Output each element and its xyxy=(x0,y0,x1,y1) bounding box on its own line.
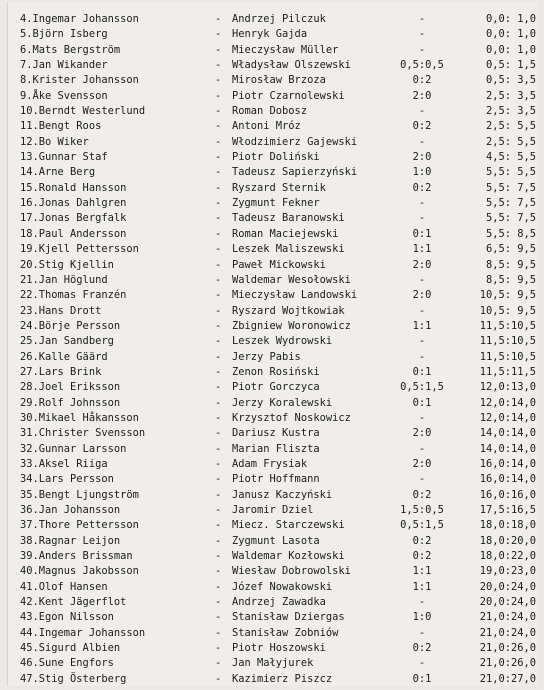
match-score: 1,5:0,5 xyxy=(400,504,444,516)
match-score: 1:1 xyxy=(412,319,432,332)
home-player: 26.Kalle Gäärd xyxy=(20,350,108,363)
table-row xyxy=(8,165,538,180)
separator-dash: - xyxy=(215,411,222,424)
match-score: 0:2 xyxy=(412,488,432,501)
separator-dash: - xyxy=(215,381,222,394)
away-player: Piotr Hoffmann xyxy=(232,473,320,486)
separator-dash: - xyxy=(215,289,222,302)
home-player: 28.Joel Eriksson xyxy=(20,381,121,394)
away-player: Jan Małyjurek xyxy=(232,657,314,670)
home-player: 5.Björn Isberg xyxy=(20,28,108,41)
table-row xyxy=(8,319,538,334)
table-row xyxy=(8,135,538,150)
away-player: Zenon Rosiński xyxy=(232,365,320,378)
home-player: 29.Rolf Johnsson xyxy=(20,396,121,409)
home-player: 24.Börje Persson xyxy=(20,319,121,332)
table-row xyxy=(8,73,538,88)
home-player: 8.Krister Johansson xyxy=(20,74,139,87)
separator-dash: - xyxy=(215,166,222,179)
separator-dash: - xyxy=(215,504,222,516)
table-row xyxy=(8,534,538,549)
home-player: 39.Anders Brissman xyxy=(20,550,133,563)
separator-dash: - xyxy=(215,611,222,624)
running-total: 12,0:14,0 xyxy=(479,396,536,409)
home-player: 20.Stig Kjellin xyxy=(20,258,114,271)
running-total: 21,0:27,0 xyxy=(479,672,536,685)
separator-dash: - xyxy=(215,626,222,639)
away-player: Ryszard Wojtkowiak xyxy=(232,304,345,317)
running-total: 18,0:18,0 xyxy=(479,519,536,532)
separator-dash: - xyxy=(215,473,222,486)
match-score: 2:0 xyxy=(412,258,432,271)
table-row xyxy=(8,488,538,503)
table-row xyxy=(8,672,538,687)
table-row xyxy=(8,641,538,656)
table-row xyxy=(8,242,538,257)
away-player: Stanisław Zobniów xyxy=(232,626,339,639)
match-score: - xyxy=(418,350,426,363)
table-row xyxy=(8,334,538,349)
separator-dash: - xyxy=(215,28,222,41)
match-score: - xyxy=(418,442,426,455)
away-player: Zygmunt Fekner xyxy=(232,197,320,210)
home-player: 33.Aksel Riiga xyxy=(20,457,108,470)
match-score: 1:1 xyxy=(412,243,432,256)
separator-dash: - xyxy=(215,258,222,271)
running-total: 11,5:10,5 xyxy=(479,350,536,363)
away-player: Waldemar Wesołowski xyxy=(232,273,351,286)
table-row xyxy=(8,89,538,104)
separator-dash: - xyxy=(215,319,222,332)
home-player: 47.Stig Österberg xyxy=(20,672,127,685)
table-row xyxy=(8,610,538,625)
away-player: Paweł Mickowski xyxy=(232,258,326,271)
separator-dash: - xyxy=(215,273,222,286)
match-score: - xyxy=(418,28,426,41)
separator-dash: - xyxy=(215,89,222,102)
running-total: 18,0:20,0 xyxy=(479,534,536,547)
results-table xyxy=(8,12,538,687)
away-player: Piotr Czarnolewski xyxy=(232,89,345,102)
separator-dash: - xyxy=(215,335,222,348)
running-total: 16,0:14,0 xyxy=(479,473,536,486)
table-row xyxy=(8,426,538,441)
match-score: 2:0 xyxy=(412,151,432,164)
home-player: 22.Thomas Franzén xyxy=(20,289,127,302)
table-row xyxy=(8,273,538,288)
separator-dash: - xyxy=(215,596,222,609)
home-player: 42.Kent Jägerflot xyxy=(20,596,127,609)
table-row xyxy=(8,365,538,380)
away-player: Leszek Wydrowski xyxy=(232,335,333,348)
table-row xyxy=(8,457,538,472)
match-score: 0:2 xyxy=(412,642,432,655)
match-score: 0:2 xyxy=(412,534,432,547)
running-total: 5,5: 7,5 xyxy=(485,212,536,225)
running-total: 0,0: 1,0 xyxy=(485,13,536,25)
match-score: 0:1 xyxy=(412,227,432,240)
home-player: 45.Sigurd Albien xyxy=(20,642,121,655)
away-player: Kazimierz Piszcz xyxy=(232,672,333,685)
home-player: 27.Lars Brink xyxy=(20,365,102,378)
away-player: Antoni Mróz xyxy=(232,120,301,133)
away-player: Piotr Doliński xyxy=(232,151,320,164)
match-score: 0:2 xyxy=(412,181,432,194)
separator-dash: - xyxy=(215,580,222,593)
away-player: Adam Frysiak xyxy=(232,457,308,470)
match-score: 0:1 xyxy=(412,672,432,685)
match-score: - xyxy=(418,135,426,148)
away-player: Piotr Hoszowski xyxy=(232,642,326,655)
separator-dash: - xyxy=(215,657,222,670)
running-total: 2,5: 5,5 xyxy=(485,135,536,148)
match-score: 0:1 xyxy=(412,396,432,409)
running-total: 10,5: 9,5 xyxy=(479,289,536,302)
table-row xyxy=(8,12,538,27)
running-total: 6,5: 9,5 xyxy=(485,243,536,256)
match-score: - xyxy=(418,105,426,118)
away-player: Henryk Gajda xyxy=(232,28,308,41)
separator-dash: - xyxy=(215,396,222,409)
table-row xyxy=(8,626,538,641)
separator-dash: - xyxy=(215,43,222,56)
table-row xyxy=(8,258,538,273)
separator-dash: - xyxy=(215,135,222,148)
away-player: Jerzy Pabis xyxy=(232,350,301,363)
separator-dash: - xyxy=(215,151,222,164)
match-score: 1:1 xyxy=(412,565,432,578)
running-total: 18,0:22,0 xyxy=(479,550,536,563)
away-player: Mieczysław Müller xyxy=(232,43,339,56)
running-total: 16,0:14,0 xyxy=(479,457,536,470)
match-score: - xyxy=(418,212,426,225)
home-player: 40.Magnus Jakobsson xyxy=(20,565,139,578)
table-row xyxy=(8,580,538,595)
home-player: 35.Bengt Ljungström xyxy=(20,488,139,501)
home-player: 23.Hans Drott xyxy=(20,304,102,317)
away-player: Włodzimierz Gajewski xyxy=(232,135,358,148)
home-player: 37.Thore Pettersson xyxy=(20,519,139,532)
table-row xyxy=(8,104,538,119)
match-score: - xyxy=(418,335,426,348)
running-total: 17,5:16,5 xyxy=(479,504,536,516)
running-total: 0,5: 3,5 xyxy=(485,74,536,87)
separator-dash: - xyxy=(215,227,222,240)
running-total: 4,5: 5,5 xyxy=(485,151,536,164)
running-total: 12,0:14,0 xyxy=(479,411,536,424)
away-player: Zbigniew Woronowicz xyxy=(232,319,351,332)
separator-dash: - xyxy=(215,365,222,378)
table-row xyxy=(8,549,538,564)
home-player: 6.Mats Bergström xyxy=(20,43,121,56)
separator-dash: - xyxy=(215,120,222,133)
away-player: Dariusz Kustra xyxy=(232,427,320,440)
match-score: - xyxy=(418,43,426,56)
separator-dash: - xyxy=(215,427,222,440)
separator-dash: - xyxy=(215,181,222,194)
away-player: Krzysztof Noskowicz xyxy=(232,411,351,424)
running-total: 11,5:10,5 xyxy=(479,319,536,332)
running-total: 2,5: 3,5 xyxy=(485,105,536,118)
running-total: 20,0:24,0 xyxy=(479,596,536,609)
home-player: 30.Mikael Håkansson xyxy=(20,411,139,424)
table-row xyxy=(8,396,538,411)
running-total: 19,0:23,0 xyxy=(479,565,536,578)
home-player: 14.Arne Berg xyxy=(20,166,96,179)
away-player: Władysław Olszewski xyxy=(232,59,351,72)
home-player: 9.Åke Svensson xyxy=(20,89,108,102)
match-score: - xyxy=(418,197,426,210)
home-player: 43.Egon Nilsson xyxy=(20,611,114,624)
table-row xyxy=(8,656,538,671)
home-player: 34.Lars Persson xyxy=(20,473,114,486)
table-row xyxy=(8,196,538,211)
running-total: 8,5: 9,5 xyxy=(485,258,536,271)
running-total: 21,0:26,0 xyxy=(479,657,536,670)
away-player: Tadeusz Baranowski xyxy=(232,212,345,225)
match-score: 0,5:1,5 xyxy=(400,519,444,532)
table-row xyxy=(8,411,538,426)
match-score: 1:1 xyxy=(412,580,432,593)
running-total: 14,0:14,0 xyxy=(479,427,536,440)
home-player: 21.Jan Höglund xyxy=(20,273,108,286)
running-total: 11,5:11,5 xyxy=(479,365,536,378)
home-player: 10.Berndt Westerlund xyxy=(20,105,146,118)
table-row xyxy=(8,350,538,365)
separator-dash: - xyxy=(215,519,222,532)
away-player: Wiesław Dobrowolski xyxy=(232,565,351,578)
match-score: 0:1 xyxy=(412,365,432,378)
running-total: 20,0:24,0 xyxy=(479,580,536,593)
match-score: - xyxy=(418,626,426,639)
away-player: Waldemar Kozłowski xyxy=(232,550,345,563)
home-player: 13.Gunnar Staf xyxy=(20,151,108,164)
results-page xyxy=(7,2,538,686)
table-row xyxy=(8,503,538,518)
away-player: Zygmunt Lasota xyxy=(232,534,320,547)
separator-dash: - xyxy=(215,672,222,685)
separator-dash: - xyxy=(215,13,222,25)
match-score: 0,5:0,5 xyxy=(400,59,444,72)
separator-dash: - xyxy=(215,197,222,210)
table-row xyxy=(8,58,538,73)
running-total: 8,5: 9,5 xyxy=(485,273,536,286)
home-player: 32.Gunnar Larsson xyxy=(20,442,127,455)
match-score: 1:0 xyxy=(412,611,432,624)
home-player: 44.Ingemar Johansson xyxy=(20,626,146,639)
home-player: 19.Kjell Pettersson xyxy=(20,243,139,256)
table-row xyxy=(8,564,538,579)
away-player: Roman Maciejewski xyxy=(232,227,339,240)
table-row xyxy=(8,211,538,226)
away-player: Mirosław Brzoza xyxy=(232,74,326,87)
running-total: 10,5: 9,5 xyxy=(479,304,536,317)
table-row xyxy=(8,150,538,165)
home-player: 38.Ragnar Leijon xyxy=(20,534,121,547)
match-score: - xyxy=(418,13,426,25)
separator-dash: - xyxy=(215,565,222,578)
away-player: Mieczysław Landowski xyxy=(232,289,358,302)
separator-dash: - xyxy=(215,534,222,547)
match-score: - xyxy=(418,304,426,317)
away-player: Roman Dobosz xyxy=(232,105,308,118)
away-player: Andrzej Pilczuk xyxy=(232,13,326,25)
running-total: 11,5:10,5 xyxy=(479,335,536,348)
running-total: 16,0:16,0 xyxy=(479,488,536,501)
home-player: 15.Ronald Hansson xyxy=(20,181,127,194)
running-total: 21,0:26,0 xyxy=(479,642,536,655)
running-total: 2,5: 3,5 xyxy=(485,89,536,102)
running-total: 2,5: 5,5 xyxy=(485,120,536,133)
match-score: - xyxy=(418,596,426,609)
running-total: 0,5: 1,5 xyxy=(485,59,536,72)
table-row xyxy=(8,518,538,533)
match-score: - xyxy=(418,273,426,286)
separator-dash: - xyxy=(215,74,222,87)
home-player: 12.Bo Wiker xyxy=(20,135,89,148)
running-total: 12,0:13,0 xyxy=(479,381,536,394)
away-player: Miecz. Starczewski xyxy=(232,519,345,532)
table-row xyxy=(8,119,538,134)
match-score: 0,5:1,5 xyxy=(400,381,444,394)
table-row xyxy=(8,380,538,395)
match-score: 1:0 xyxy=(412,166,432,179)
separator-dash: - xyxy=(215,457,222,470)
home-player: 18.Paul Andersson xyxy=(20,227,127,240)
running-total: 14,0:14,0 xyxy=(479,442,536,455)
home-player: 7.Jan Wikander xyxy=(20,59,108,72)
away-player: Józef Nowakowski xyxy=(232,580,333,593)
home-player: 4.Ingemar Johansson xyxy=(20,13,139,25)
away-player: Ryszard Sternik xyxy=(232,181,326,194)
match-score: 2:0 xyxy=(412,457,432,470)
match-score: 2:0 xyxy=(412,427,432,440)
table-row xyxy=(8,304,538,319)
running-total: 21,0:24,0 xyxy=(479,611,536,624)
separator-dash: - xyxy=(215,642,222,655)
away-player: Marian Fliszta xyxy=(232,442,320,455)
separator-dash: - xyxy=(215,442,222,455)
separator-dash: - xyxy=(215,488,222,501)
separator-dash: - xyxy=(215,59,222,72)
home-player: 31.Christer Svensson xyxy=(20,427,146,440)
home-player: 41.Olof Hansen xyxy=(20,580,108,593)
home-player: 36.Jan Johansson xyxy=(20,504,121,516)
home-player: 11.Bengt Roos xyxy=(20,120,102,133)
table-row xyxy=(8,288,538,303)
match-score: 2:0 xyxy=(412,289,432,302)
separator-dash: - xyxy=(215,105,222,118)
running-total: 21,0:24,0 xyxy=(479,626,536,639)
away-player: Andrzej Zawadka xyxy=(232,596,326,609)
away-player: Leszek Maliszewski xyxy=(232,243,345,256)
away-player: Tadeusz Sapierzyński xyxy=(232,166,358,179)
match-score: - xyxy=(418,473,426,486)
separator-dash: - xyxy=(215,212,222,225)
match-score: - xyxy=(418,657,426,670)
away-player: Jerzy Koralewski xyxy=(232,396,333,409)
separator-dash: - xyxy=(215,550,222,563)
home-player: 46.Sune Engfors xyxy=(20,657,114,670)
running-total: 0,0: 1,0 xyxy=(485,43,536,56)
away-player: Piotr Gorczyca xyxy=(232,381,320,394)
home-player: 17.Jonas Bergfalk xyxy=(20,212,127,225)
table-row xyxy=(8,227,538,242)
away-player: Stanisław Dziergas xyxy=(232,611,345,624)
table-row xyxy=(8,595,538,610)
match-score: 0:2 xyxy=(412,550,432,563)
table-row xyxy=(8,442,538,457)
table-row xyxy=(8,472,538,487)
match-score: 2:0 xyxy=(412,89,432,102)
match-score: - xyxy=(418,411,426,424)
running-total: 5,5: 7,5 xyxy=(485,181,536,194)
running-total: 5,5: 5,5 xyxy=(485,166,536,179)
table-row xyxy=(8,43,538,58)
running-total: 0,0: 1,0 xyxy=(485,28,536,41)
match-score: 0:2 xyxy=(412,74,432,87)
home-player: 25.Jan Sandberg xyxy=(20,335,114,348)
separator-dash: - xyxy=(215,304,222,317)
separator-dash: - xyxy=(215,350,222,363)
match-score: 0:2 xyxy=(412,120,432,133)
running-total: 5,5: 8,5 xyxy=(485,227,536,240)
away-player: Jaromir Dziel xyxy=(232,504,314,516)
running-total: 5,5: 7,5 xyxy=(485,197,536,210)
separator-dash: - xyxy=(215,243,222,256)
home-player: 16.Jonas Dahlgren xyxy=(20,197,127,210)
table-row xyxy=(8,27,538,42)
table-row xyxy=(8,181,538,196)
away-player: Janusz Kaczyński xyxy=(232,488,333,501)
